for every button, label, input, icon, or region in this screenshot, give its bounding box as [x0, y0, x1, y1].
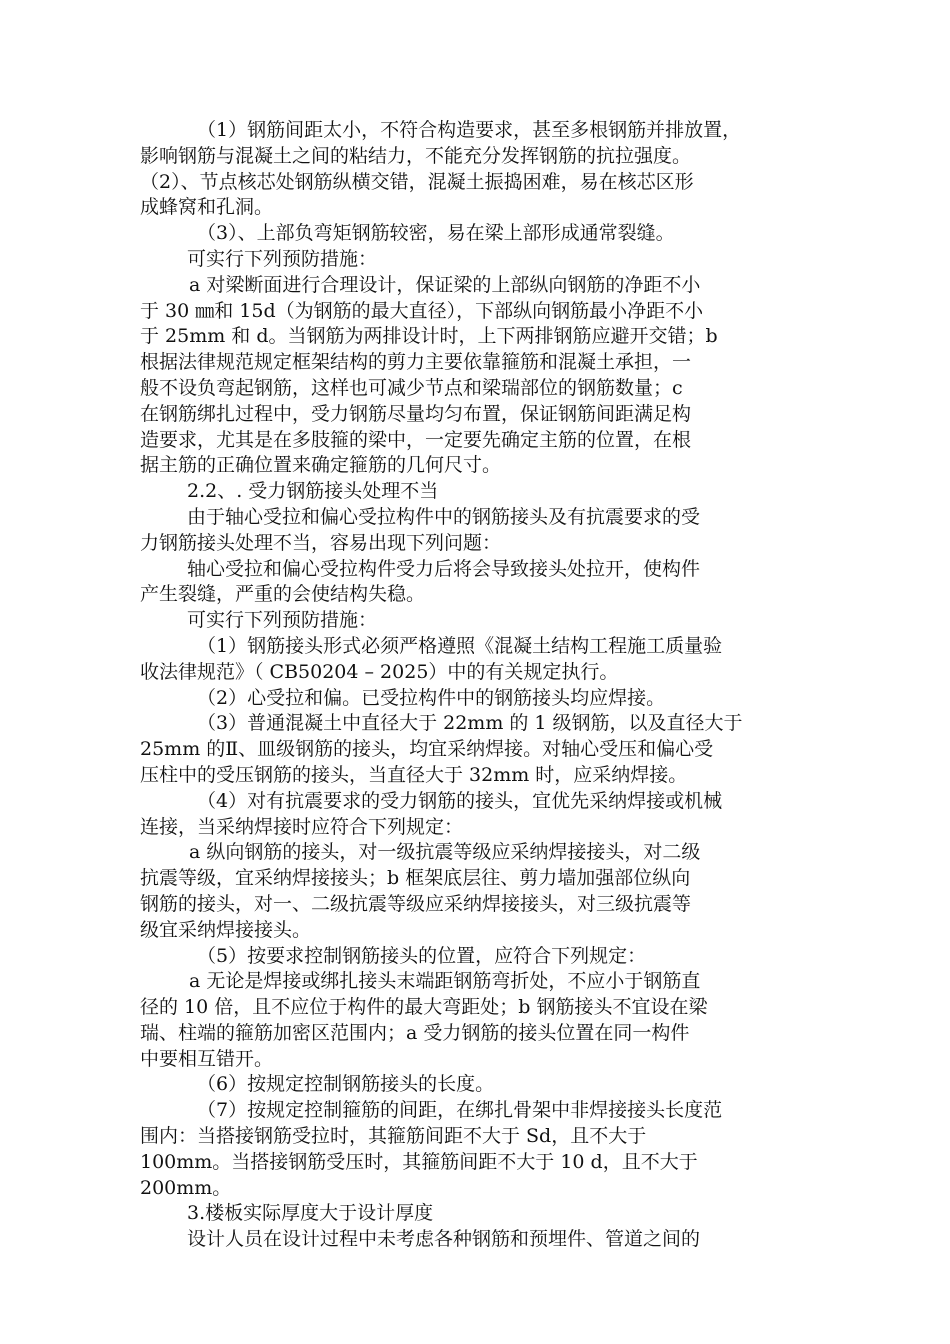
text-line: （3）普通混凝土中直径大于 22mm 的 1 级钢筋，以及直径大于: [197, 712, 743, 735]
text-line: 收法律规范》（ CB50204 – 2025）中的有关规定执行。: [140, 660, 619, 683]
text-line: （3）、上部负弯矩钢筋较密，易在梁上部形成通常裂缝。: [197, 222, 675, 245]
text-line: （2）、节点核芯处钢筋纵横交错，混凝土振捣困难，易在核芯区形: [140, 170, 694, 193]
text-line: （4）对有抗震要求的受力钢筋的接头，宜优先采纳焊接或机械: [197, 789, 723, 812]
text-line: 径的 10 倍，且不应位于构件的最大弯距处；b 钢筋接头不宜设在梁: [140, 996, 708, 1019]
text-line: 产生裂缝，严重的会使结构失稳。: [140, 583, 426, 606]
text-line: 钢筋的接头，对一、二级抗震等级应采纳焊接接头，对三级抗震等: [140, 892, 692, 915]
text-line: 压柱中的受压钢筋的接头，当直径大于 32mm 时，应采纳焊接。: [140, 763, 688, 786]
text-line: 力钢筋接头处理不当，容易出现下列问题：: [140, 531, 502, 554]
text-line: 200mm。: [140, 1176, 232, 1199]
text-line: （5）按要求控制钢筋接头的位置，应符合下列规定：: [197, 944, 647, 967]
text-line: 在钢筋绑扎过程中，受力钢筋尽量均匀布置，保证钢筋间距满足构: [140, 402, 692, 425]
text-line: 25mm 的Ⅱ、皿级钢筋的接头，均宜采纳焊接。对轴心受压和偏心受: [140, 738, 714, 761]
text-line: 瑞、柱端的箍筋加密区范围内；a 受力钢筋的接头位置在同一构件: [140, 1021, 690, 1044]
text-line: 中要相互错开。: [140, 1047, 274, 1070]
text-line: （2）心受拉和偏。已受拉构件中的钢筋接头均应焊接。: [197, 686, 666, 709]
text-line: 由于轴心受拉和偏心受拉构件中的钢筋接头及有抗震要求的受: [187, 505, 701, 528]
text-line: 成蜂窝和孔洞。: [140, 196, 274, 219]
text-line: 可实行下列预防措施：: [187, 609, 378, 632]
text-line: 根据法律规范规定框架结构的剪力主要依靠箍筋和混凝土承担，一: [140, 351, 692, 374]
text-line: 可实行下列预防措施：: [187, 247, 378, 270]
text-line: a 对梁断面进行合理设计，保证梁的上部纵向钢筋的净距不小: [189, 273, 701, 296]
text-line: 据主筋的正确位置来确定箍筋的几何尺寸。: [140, 454, 502, 477]
text-line: 于 30 ㎜和 15d（为钢筋的最大直径），下部纵向钢筋最小净距不小: [140, 299, 704, 322]
text-line: 连接，当采纳焊接时应符合下列规定：: [140, 815, 464, 838]
text-line: （7）按规定控制箍筋的间距，在绑扎骨架中非焊接接头长度范: [197, 1099, 723, 1122]
text-line: 抗震等级，宜采纳焊接接头；b 框架底层往、剪力墙加强部位纵向: [140, 867, 691, 890]
text-line: 设计人员在设计过程中未考虑各种钢筋和预埋件、管道之间的: [187, 1228, 701, 1251]
text-line: （6）按规定控制钢筋接头的长度。: [197, 1073, 495, 1096]
text-line: 3.楼板实际厚度大于设计厚度: [187, 1202, 434, 1225]
text-line: 2.2、. 受力钢筋接头处理不当: [187, 480, 439, 503]
text-line: 级宜采纳焊接接头。: [140, 918, 312, 941]
text-line: （1）钢筋接头形式必须严格遵照《混凝土结构工程施工质量验: [197, 634, 723, 657]
text-line: 影响钢筋与混凝土之间的粘结力，不能充分发挥钢筋的抗拉强度。: [140, 144, 692, 167]
text-line: 般不设负弯起钢筋，这样也可减少节点和梁瑞部位的钢筋数量；c: [140, 376, 683, 399]
text-line: a 无论是焊接或绑扎接头末端距钢筋弯折处，不应小于钢筋直: [189, 970, 701, 993]
document-body: [140, 118, 820, 1253]
text-line: （1）钢筋间距太小，不符合构造要求，甚至多根钢筋并排放置，: [197, 119, 742, 141]
text-line: 围内：当搭接钢筋受拉时，其箍筋间距不大于 Sd，且不大于: [140, 1125, 647, 1148]
text-line: 轴心受拉和偏心受拉构件受力后将会导致接头处拉开，使构件: [187, 557, 701, 580]
text-line: a 纵向钢筋的接头，对一级抗震等级应采纳焊接接头，对二级: [189, 841, 701, 864]
text-line: 100mm。当搭接钢筋受压时，其箍筋间距不大于 10 d，且不大于: [140, 1150, 698, 1173]
text-line: 造要求，尤其是在多肢箍的梁中，一定要先确定主筋的位置，在根: [140, 428, 692, 451]
text-line: 于 25mm 和 d。当钢筋为两排设计时，上下两排钢筋应避开交错；b: [140, 325, 718, 348]
